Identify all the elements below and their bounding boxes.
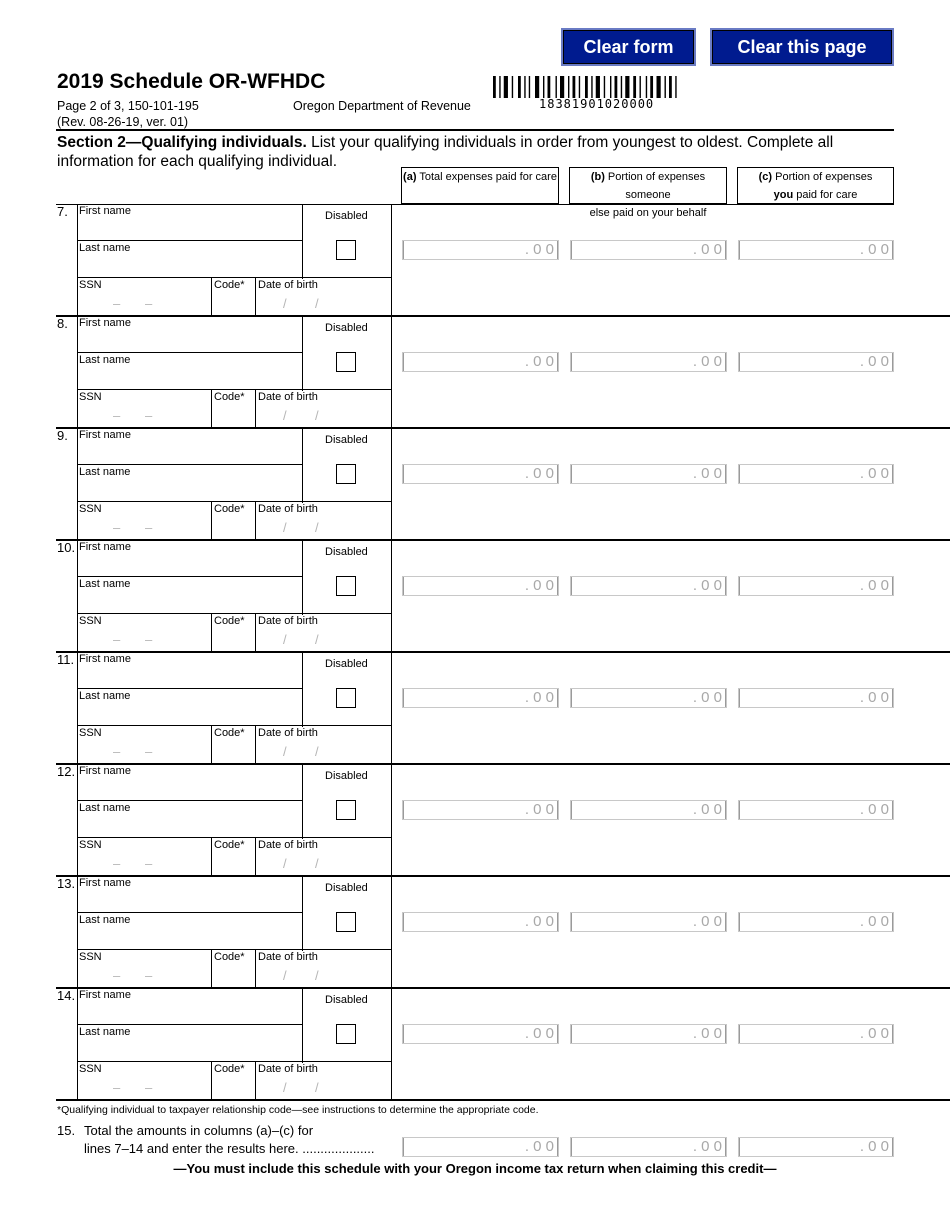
ssn-separator: – [145, 1080, 153, 1095]
line15-column-c-total[interactable]: . 0 0 [738, 1137, 894, 1157]
disabled-checkbox[interactable] [336, 912, 356, 932]
date-separator: / [315, 296, 319, 311]
line15-text-1: Total the amounts in columns (a)–(c) for [84, 1123, 314, 1138]
line-number: 11. [57, 652, 75, 667]
date-separator: / [283, 632, 287, 647]
column-a-amount-field[interactable]: . 0 0 [402, 352, 559, 372]
date-separator: / [283, 968, 287, 983]
column-c-amount-field[interactable]: . 0 0 [738, 800, 894, 820]
column-c-amount-field[interactable]: . 0 0 [738, 352, 894, 372]
first-name-label: First name [79, 653, 131, 665]
closing-notice: —You must include this schedule with your Oregon income tax return when claiming this credit— [173, 1161, 777, 1176]
qualifying-individual-row [0, 652, 950, 764]
disabled-label: Disabled [325, 770, 368, 782]
ssn-separator: – [113, 1080, 121, 1095]
last-name-label: Last name [79, 690, 131, 702]
code-label: Code* [214, 391, 245, 403]
column-a-amount-field[interactable]: . 0 0 [402, 576, 559, 596]
barcode-number: 18381901020000 [539, 97, 655, 111]
footnote: *Qualifying individual to taxpayer relationship code—see instructions to determine the appropriate code. [57, 1104, 539, 1116]
line-number: 9. [57, 428, 68, 443]
ssn-separator: – [113, 632, 121, 647]
ssn-label: SSN [79, 951, 102, 963]
disabled-label: Disabled [325, 434, 368, 446]
disabled-checkbox[interactable] [336, 352, 356, 372]
line-number: 12. [57, 764, 76, 779]
dob-label: Date of birth [258, 727, 318, 739]
date-separator: / [315, 744, 319, 759]
column-c-amount-field[interactable]: . 0 0 [738, 912, 894, 932]
column-c-bold: you [773, 189, 794, 201]
column-b-amount-field[interactable]: . 0 0 [570, 464, 727, 484]
qualifying-individual-row [0, 764, 950, 876]
dob-label: Date of birth [258, 279, 318, 291]
dob-label: Date of birth [258, 951, 318, 963]
first-name-label: First name [79, 205, 131, 217]
last-name-label: Last name [79, 802, 131, 814]
qualifying-individual-row [0, 204, 950, 316]
ssn-separator: – [113, 968, 121, 983]
column-a-letter: (a) [403, 171, 417, 183]
page-info: Page 2 of 3, 150-101-195 [57, 99, 199, 113]
disabled-label: Disabled [325, 322, 368, 334]
date-separator: / [315, 968, 319, 983]
disabled-checkbox[interactable] [336, 800, 356, 820]
column-a-amount-field[interactable]: . 0 0 [402, 240, 559, 260]
ssn-label: SSN [79, 839, 102, 851]
ssn-separator: – [145, 856, 153, 871]
first-name-label: First name [79, 317, 131, 329]
qualifying-individual-row [0, 428, 950, 540]
date-separator: / [315, 520, 319, 535]
ssn-label: SSN [79, 279, 102, 291]
last-name-label: Last name [79, 242, 131, 254]
clear-form-button[interactable]: Clear form [561, 28, 696, 66]
section-heading [57, 133, 887, 171]
date-separator: / [283, 1080, 287, 1095]
line-number: 10. [57, 540, 76, 555]
column-a-amount-field[interactable]: . 0 0 [402, 800, 559, 820]
column-a-amount-field[interactable]: . 0 0 [402, 1024, 559, 1044]
ssn-separator: – [113, 744, 121, 759]
column-c-amount-field[interactable]: . 0 0 [738, 1024, 894, 1044]
ssn-label: SSN [79, 503, 102, 515]
date-separator: / [315, 408, 319, 423]
line-number: 8. [57, 316, 68, 331]
disabled-label: Disabled [325, 210, 368, 222]
date-separator: / [283, 296, 287, 311]
last-name-label: Last name [79, 354, 131, 366]
disabled-checkbox[interactable] [336, 240, 356, 260]
line-number: 7. [57, 204, 68, 219]
first-name-label: First name [79, 877, 131, 889]
disabled-label: Disabled [325, 994, 368, 1006]
date-separator: / [283, 744, 287, 759]
disabled-checkbox[interactable] [336, 1024, 356, 1044]
ssn-separator: – [145, 632, 153, 647]
qualifying-individual-row [0, 540, 950, 652]
last-name-label: Last name [79, 1026, 131, 1038]
ssn-separator: – [145, 968, 153, 983]
column-b-line1: Portion of expenses someone [604, 171, 706, 201]
column-a-header [401, 167, 559, 204]
column-a-text: Total expenses paid for care [416, 171, 557, 183]
ssn-separator: – [113, 520, 121, 535]
dob-label: Date of birth [258, 503, 318, 515]
first-name-label: First name [79, 541, 131, 553]
column-b-letter: (b) [590, 171, 605, 183]
ssn-label: SSN [79, 615, 102, 627]
line15-text-2: lines 7–14 and enter the results here. .................... [84, 1141, 375, 1156]
ssn-separator: – [145, 296, 153, 311]
column-c-header [737, 167, 894, 204]
code-label: Code* [214, 279, 245, 291]
last-name-label: Last name [79, 578, 131, 590]
qualifying-individual-row [0, 988, 950, 1100]
disabled-checkbox[interactable] [336, 688, 356, 708]
ssn-separator: – [113, 296, 121, 311]
dob-label: Date of birth [258, 391, 318, 403]
disabled-label: Disabled [325, 882, 368, 894]
disabled-checkbox[interactable] [336, 576, 356, 596]
column-b-line2: else paid on your behalf [589, 207, 707, 219]
column-c-amount-field[interactable]: . 0 0 [738, 688, 894, 708]
ssn-separator: – [113, 408, 121, 423]
dob-label: Date of birth [258, 839, 318, 851]
date-separator: / [283, 520, 287, 535]
ssn-label: SSN [79, 391, 102, 403]
disabled-label: Disabled [325, 658, 368, 670]
column-c-line2: paid for care [793, 189, 858, 201]
column-b-header [569, 167, 727, 219]
section-instructions: List your qualifying individuals in order from youngest to oldest. Complete all information for each qualifying individual. [57, 134, 834, 170]
column-c-amount-field[interactable]: . 0 0 [738, 464, 894, 484]
code-label: Code* [214, 727, 245, 739]
column-b-amount-field[interactable]: . 0 0 [570, 800, 727, 820]
header-rule [56, 129, 894, 131]
date-separator: / [315, 856, 319, 871]
column-c-line1: Portion of expenses [772, 171, 873, 183]
first-name-label: First name [79, 989, 131, 1001]
column-b-amount-field[interactable]: . 0 0 [570, 352, 727, 372]
line-number: 13. [57, 876, 76, 891]
column-a-amount-field[interactable]: . 0 0 [402, 912, 559, 932]
date-separator: / [283, 856, 287, 871]
qualifying-individual-row [0, 316, 950, 428]
ssn-separator: – [145, 520, 153, 535]
column-b-amount-field[interactable]: . 0 0 [570, 912, 727, 932]
clear-page-button[interactable]: Clear this page [710, 28, 894, 66]
form-title: 2019 Schedule OR-WFHDC [57, 70, 326, 93]
last-name-label: Last name [79, 914, 131, 926]
dob-label: Date of birth [258, 1063, 318, 1075]
code-label: Code* [214, 839, 245, 851]
code-label: Code* [214, 503, 245, 515]
column-b-amount-field[interactable]: . 0 0 [570, 1024, 727, 1044]
column-b-amount-field[interactable]: . 0 0 [570, 576, 727, 596]
department-name: Oregon Department of Revenue [293, 99, 471, 113]
qualifying-individual-row [0, 876, 950, 988]
disabled-label: Disabled [325, 546, 368, 558]
column-c-letter: (c) [758, 171, 773, 183]
line15-number: 15. [57, 1123, 76, 1138]
column-c-amount-field[interactable]: . 0 0 [738, 576, 894, 596]
line15-column-b-total[interactable]: . 0 0 [570, 1137, 727, 1157]
first-name-label: First name [79, 429, 131, 441]
ssn-separator: – [145, 744, 153, 759]
line15-column-a-total[interactable]: . 0 0 [402, 1137, 559, 1157]
ssn-label: SSN [79, 727, 102, 739]
date-separator: / [283, 408, 287, 423]
barcode [493, 76, 703, 98]
last-name-label: Last name [79, 466, 131, 478]
revision-info: (Rev. 08-26-19, ver. 01) [57, 115, 189, 129]
column-b-amount-field[interactable]: . 0 0 [570, 240, 727, 260]
column-a-amount-field[interactable]: . 0 0 [402, 688, 559, 708]
code-label: Code* [214, 951, 245, 963]
section-title: Section 2—Qualifying individuals. [57, 134, 307, 151]
column-c-amount-field[interactable]: . 0 0 [738, 240, 894, 260]
disabled-checkbox[interactable] [336, 464, 356, 484]
date-separator: / [315, 1080, 319, 1095]
ssn-label: SSN [79, 1063, 102, 1075]
line-number: 14. [57, 988, 76, 1003]
dob-label: Date of birth [258, 615, 318, 627]
first-name-label: First name [79, 765, 131, 777]
ssn-separator: – [145, 408, 153, 423]
ssn-separator: – [113, 856, 121, 871]
column-b-amount-field[interactable]: . 0 0 [570, 688, 727, 708]
code-label: Code* [214, 1063, 245, 1075]
date-separator: / [315, 632, 319, 647]
code-label: Code* [214, 615, 245, 627]
column-a-amount-field[interactable]: . 0 0 [402, 464, 559, 484]
